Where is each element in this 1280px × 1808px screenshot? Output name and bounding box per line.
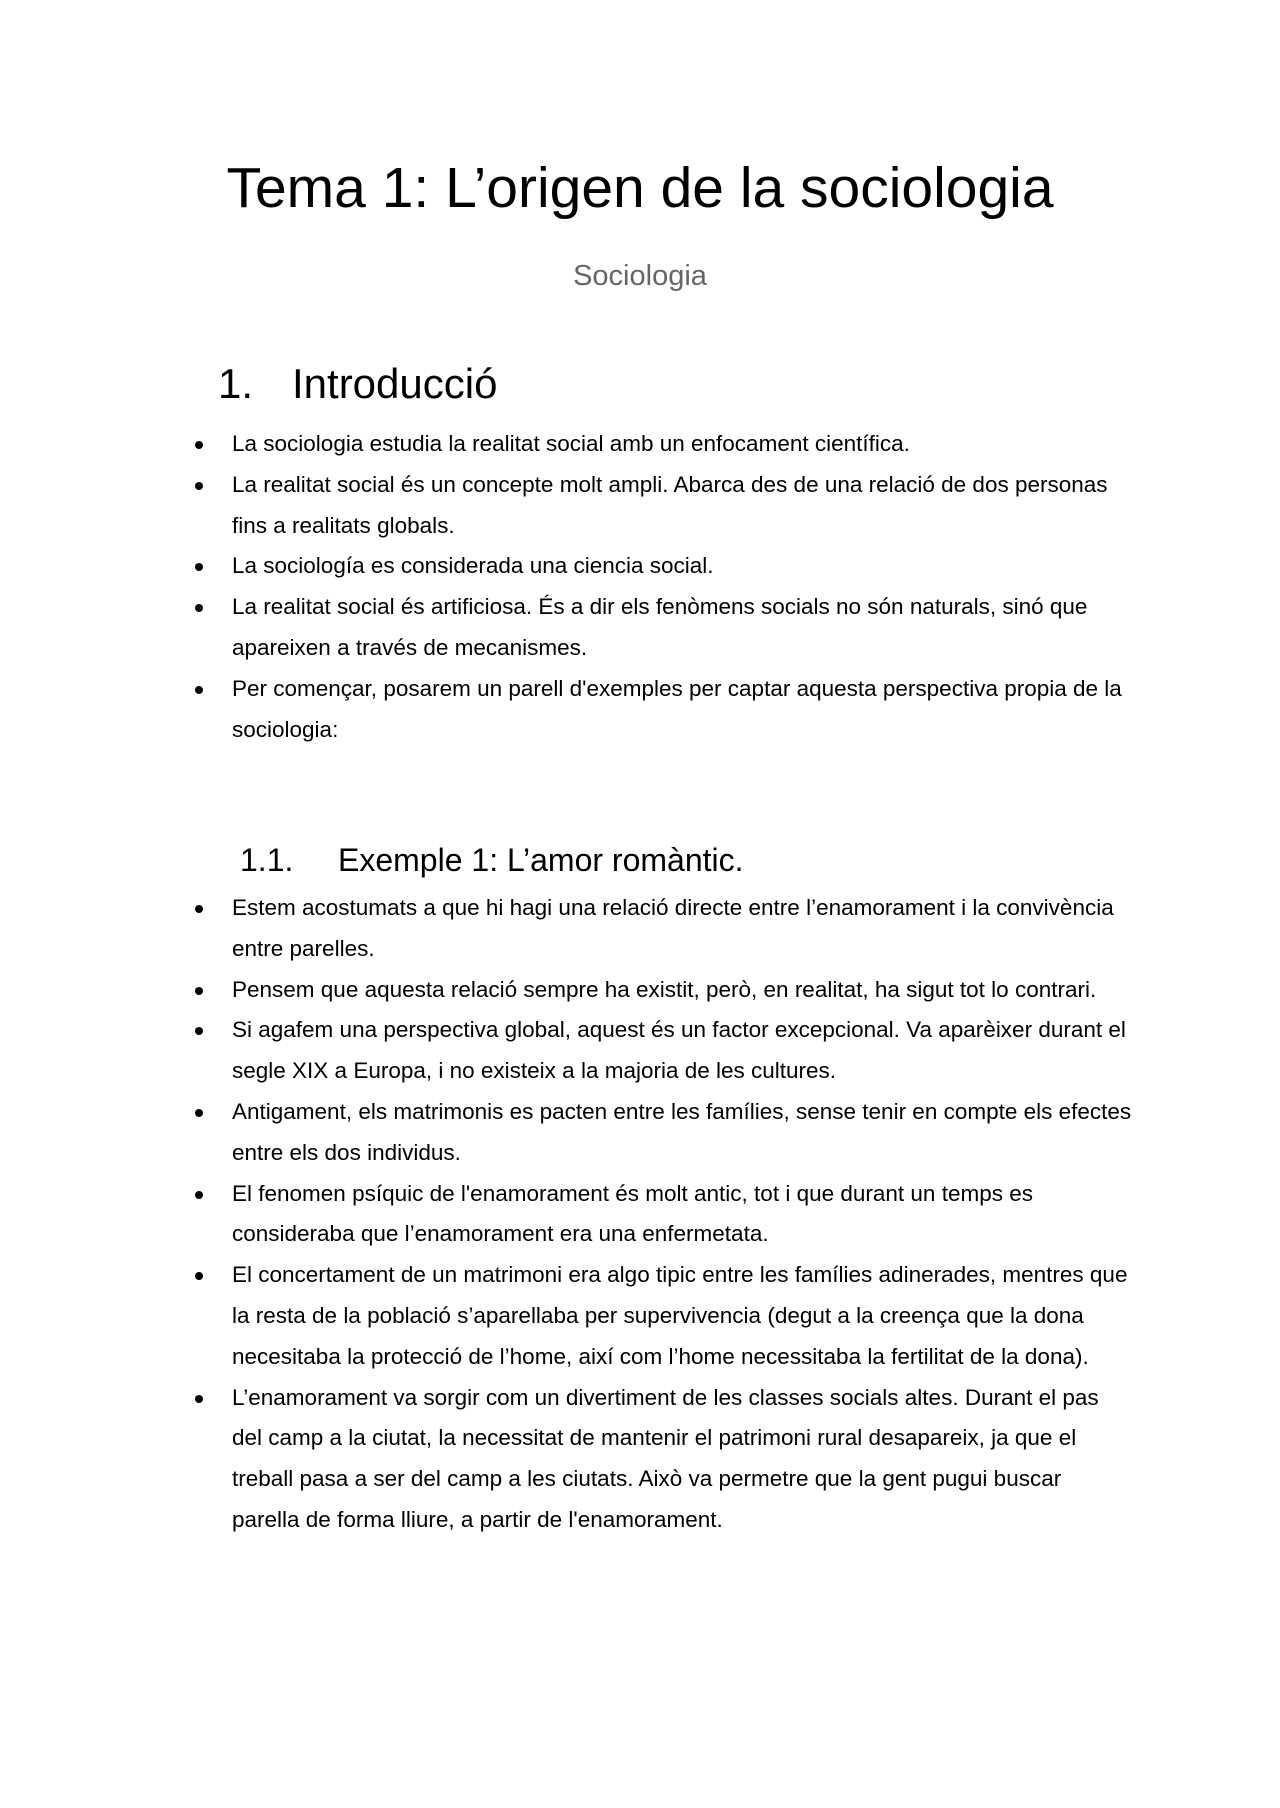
list-item-text: Estem acostumats a que hi hagi una relació directe entre l’enamorament i la convivència entre parelles. — [232, 895, 1114, 961]
list-item — [0, 1010, 1132, 1092]
list-item — [0, 1378, 1132, 1541]
bullet-icon — [195, 563, 203, 571]
list-item-text: L’enamorament va sorgir com un divertiment de les classes socials altes. Durant el pas del camp a la ciutat, la necessitat de mantenir el patrimoni rural desapareix, ja que el treball pasa a ser del camp a les ciutats. Això va permetre que la gent pugui buscar parella de forma lliure, a partir de l'enamorament. — [232, 1384, 1099, 1532]
list-item-text: La realitat social és artificiosa. És a dir els fenòmens socials no són naturals, sinó que apareixen a través de mecanismes. — [232, 594, 1088, 660]
bullet-icon — [195, 482, 203, 490]
section-heading-introduccio — [218, 356, 497, 412]
intro-bullet-list — [0, 424, 1280, 750]
list-item — [0, 546, 1132, 587]
subsection-number: 1.1. — [240, 842, 294, 878]
bullet-icon — [195, 987, 203, 995]
list-item — [0, 1174, 1132, 1256]
bullet-icon — [195, 1027, 203, 1035]
example-1-bullet-list — [0, 888, 1280, 1541]
bullet-icon — [195, 1191, 203, 1199]
list-item-text: Antigament, els matrimonis es pacten entre les famílies, sense tenir en compte els efectes entre els dos individus. — [232, 1098, 1132, 1165]
list-item-text: Pensem que aquesta relació sempre ha existit, però, en realitat, ha sigut tot lo contrari. — [232, 976, 1097, 1002]
list-item — [0, 1255, 1132, 1377]
list-item — [0, 669, 1132, 751]
document-subtitle: Sociologia — [573, 260, 707, 292]
list-item-text: El concertament de un matrimoni era algo tipic entre les famílies adinerades, mentres que la resta de la població s’aparellaba per supervivencia (degut a la creença que la dona necesitaba la protecció de l’home, així com l’home necessitaba la fertilitat de la dona). — [232, 1262, 1128, 1369]
list-item — [0, 1092, 1132, 1174]
list-item — [0, 888, 1132, 970]
list-item — [0, 970, 1132, 1011]
list-item-text: Per començar, posarem un parell d'exemples per captar aquesta perspectiva propia de la sociologia: — [232, 675, 1122, 742]
list-item-text: La sociología es considerada una ciencia social. — [232, 553, 714, 579]
list-item-text: La realitat social és un concepte molt ampli. Abarca des de una relació de dos personas fins a realitats globals. — [232, 471, 1108, 538]
bullet-icon — [195, 604, 203, 612]
subsection-heading-exemple-1 — [240, 838, 744, 882]
bullet-icon — [195, 1272, 203, 1280]
list-item-text: Si agafem una perspectiva global, aquest és un factor excepcional. Va aparèixer durant el segle XIX a Europa, i no existeix a la majoria de les cultures. — [232, 1017, 1126, 1084]
list-item — [0, 424, 1132, 465]
list-item-text: El fenomen psíquic de l'enamorament és molt antic, tot i que durant un temps es consideraba que l’enamorament era una enfermetata. — [232, 1180, 1033, 1247]
bullet-icon — [195, 1109, 203, 1117]
bullet-icon — [195, 905, 203, 913]
section-title: Introducció — [292, 360, 498, 407]
bullet-icon — [195, 441, 203, 449]
list-item — [0, 587, 1132, 669]
bullet-icon — [195, 1395, 203, 1403]
bullet-icon — [195, 686, 203, 694]
section-number: 1. — [218, 360, 254, 407]
list-item-text: La sociologia estudia la realitat social amb un enfocament científica. — [232, 431, 910, 456]
subsection-title: Exemple 1: L’amor romàntic. — [338, 842, 744, 878]
list-item — [0, 465, 1132, 547]
document-title: Tema 1: L’origen de la sociologia — [226, 156, 1054, 220]
